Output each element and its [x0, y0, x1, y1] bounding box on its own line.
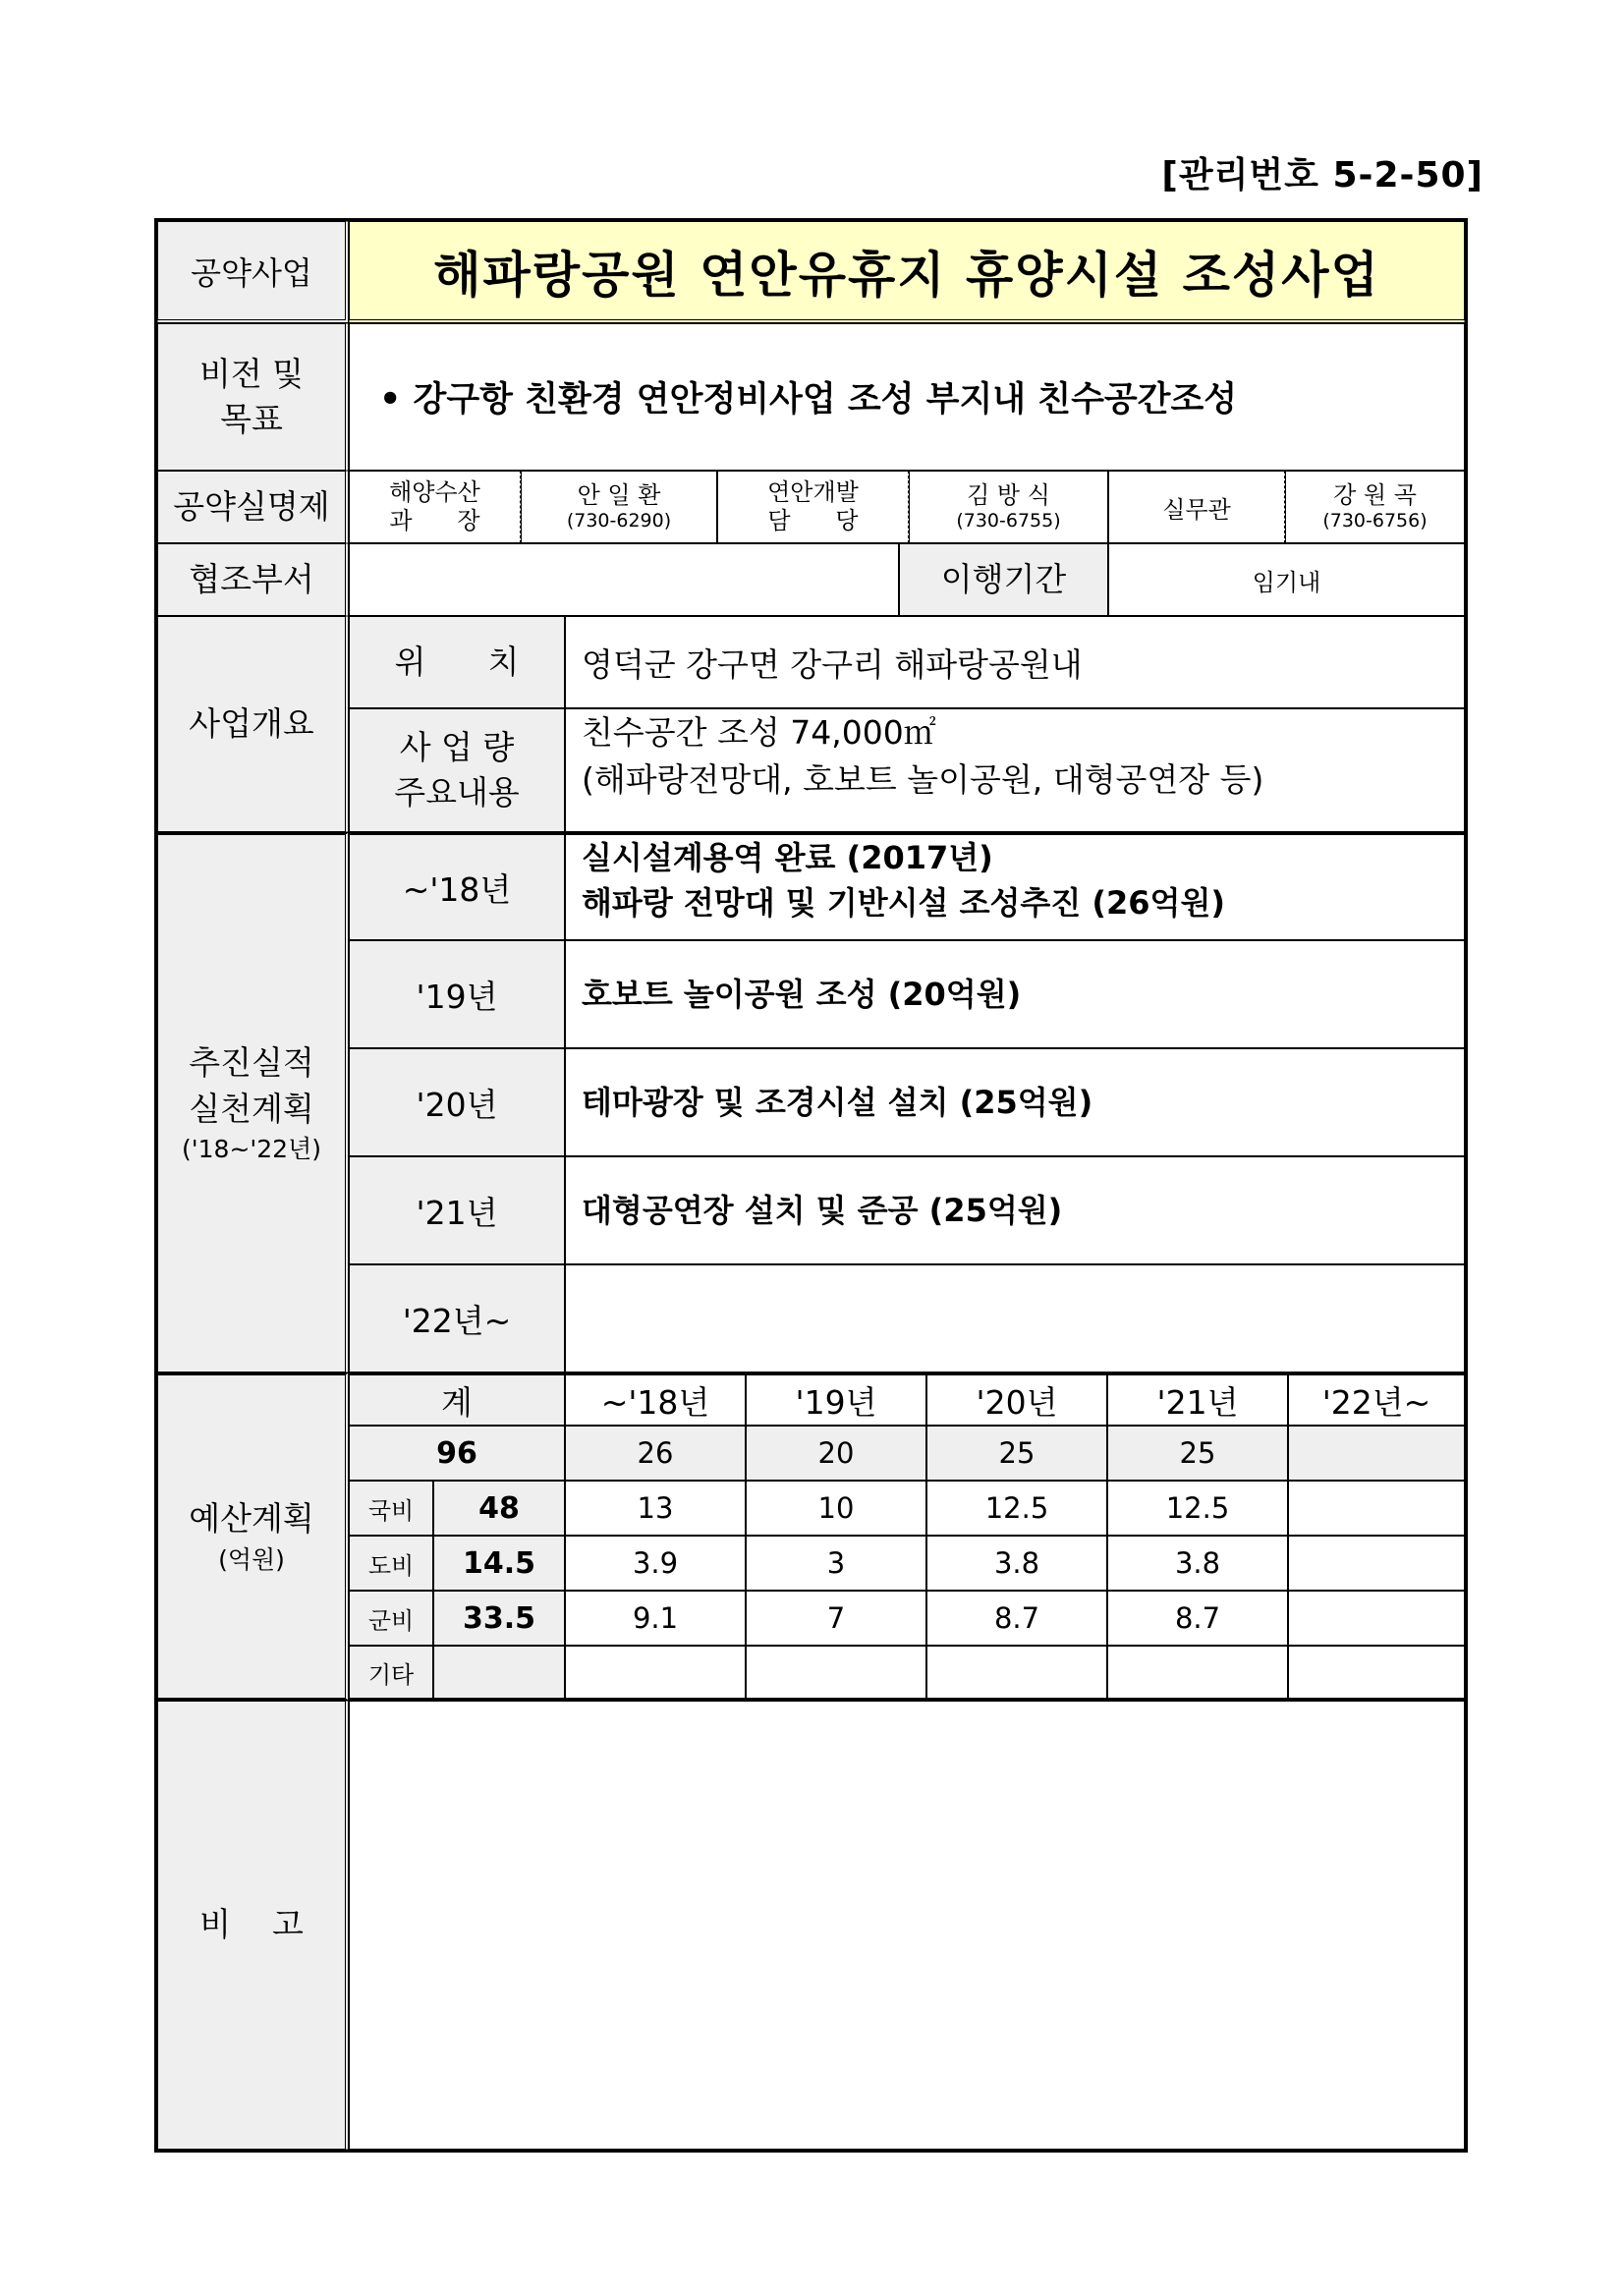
budget-cell: [1107, 1646, 1288, 1701]
owner-dept3: 실무관: [1108, 471, 1285, 543]
budget-cell: 13: [565, 1481, 746, 1536]
vision-bullet: • 강구항 친환경 연안정비사업 조성 부지내 친수공간조성: [349, 323, 1465, 471]
budget-cell: 12.5: [1107, 1481, 1288, 1536]
scope-value: [565, 708, 1465, 832]
budget-cell: 10: [746, 1481, 926, 1536]
budget-label: [157, 1372, 349, 1701]
budget-cell: 3: [746, 1536, 926, 1591]
budget-unit: (억원): [218, 1544, 285, 1574]
owner-name3: 강 원 곡: [1333, 481, 1417, 510]
budget-cell: 7: [746, 1591, 926, 1646]
owner-dept1: [349, 471, 521, 543]
budget-total-y18: 26: [565, 1426, 746, 1481]
owner-person1: [521, 471, 717, 543]
budget-row-name: 도비: [349, 1536, 433, 1591]
budget-total-y19: 20: [746, 1426, 926, 1481]
progress-label-line3: ('18~'22년): [182, 1134, 321, 1163]
vision-label-line1: 비전 및: [198, 354, 305, 393]
budget-cell: 12.5: [926, 1481, 1107, 1536]
owner-phone2: (730-6755): [956, 510, 1061, 532]
overview-label: 사업개요: [157, 616, 349, 832]
budget-row-name: 국비: [349, 1481, 433, 1536]
progress-plan-0-line1: 실시설계용역 완료 (2017년): [582, 839, 993, 876]
progress-year-4: '22년~: [349, 1264, 565, 1372]
location-label: 위 치: [349, 616, 565, 708]
budget-cell: 3.8: [1107, 1536, 1288, 1591]
progress-label-line2: 실천계획: [189, 1089, 314, 1128]
management-number: [관리번호 5-2-50]: [1161, 155, 1484, 196]
owner-dept2-line1: 연안개발: [767, 478, 859, 507]
progress-plan-0: [565, 832, 1465, 940]
progress-plan-1: 호보트 놀이공원 조성 (20억원): [565, 940, 1465, 1048]
budget-cell: [746, 1646, 926, 1701]
progress-year-0: ~'18년: [349, 832, 565, 940]
budget-header-y20: '20년: [926, 1372, 1107, 1426]
owner-phone1: (730-6290): [566, 510, 672, 532]
cooperation-label: 협조부서: [157, 543, 349, 616]
budget-cell: [926, 1646, 1107, 1701]
vision-label: [157, 323, 349, 471]
budget-cell: [565, 1646, 746, 1701]
budget-cell: [1288, 1591, 1465, 1646]
budget-label-text: 예산계획: [189, 1499, 314, 1539]
header-label: 공약사업: [157, 221, 349, 323]
progress-plan-2: 테마광장 및 조경시설 설치 (25억원): [565, 1048, 1465, 1156]
progress-plan-4: [565, 1264, 1465, 1372]
vision-label-line2: 목표: [220, 400, 283, 438]
scope-value-line1: 친수공간 조성 74,000㎡: [582, 713, 936, 752]
budget-row-name: 군비: [349, 1591, 433, 1646]
budget-row-sum: [433, 1646, 565, 1701]
owner-name1: 안 일 환: [577, 481, 661, 510]
progress-year-3: '21년: [349, 1156, 565, 1264]
pledge-table: [154, 218, 1468, 2153]
budget-total-y20: 25: [926, 1426, 1107, 1481]
budget-cell: [1288, 1481, 1465, 1536]
budget-total-sum: 96: [349, 1426, 565, 1481]
owner-name2: 김 방 식: [967, 481, 1050, 510]
remarks-value: [349, 1701, 1465, 2150]
budget-row-sum: 14.5: [433, 1536, 565, 1591]
budget-row-sum: 33.5: [433, 1591, 565, 1646]
progress-year-1: '19년: [349, 940, 565, 1048]
budget-header-sum: 계: [349, 1372, 565, 1426]
page-title: 해파랑공원 연안유휴지 휴양시설 조성사업: [349, 221, 1465, 323]
owner-dept1-line1: 해양수산: [389, 478, 480, 507]
owner-person2: [909, 471, 1108, 543]
budget-row-sum: 48: [433, 1481, 565, 1536]
period-value: 임기내: [1108, 543, 1465, 616]
scope-value-line2: (해파랑전망대, 호보트 놀이공원, 대형공연장 등): [582, 759, 1264, 799]
budget-total-y22: [1288, 1426, 1465, 1481]
owner-dept2: [717, 471, 909, 543]
budget-row-name: 기타: [349, 1646, 433, 1701]
owner-dept2-line2: 담 당: [767, 507, 859, 534]
budget-cell: 3.8: [926, 1536, 1107, 1591]
owner-label: 공약실명제: [157, 471, 349, 543]
budget-cell: 8.7: [1107, 1591, 1288, 1646]
scope-label-line1: 사 업 량: [399, 727, 515, 766]
period-label: 이행기간: [899, 543, 1108, 616]
owner-dept1-line2: 과 장: [389, 507, 480, 534]
progress-plan-0-line2: 해파랑 전망대 및 기반시설 조성추진 (26억원): [582, 884, 1225, 923]
location-value: 영덕군 강구면 강구리 해파랑공원내: [565, 616, 1465, 708]
budget-cell: 8.7: [926, 1591, 1107, 1646]
owner-phone3: (730-6756): [1322, 510, 1428, 532]
owner-person3: [1285, 471, 1465, 543]
budget-cell: 9.1: [565, 1591, 746, 1646]
budget-header-y22: '22년~: [1288, 1372, 1465, 1426]
progress-label-line1: 추진실적: [189, 1043, 314, 1083]
progress-label: [157, 832, 349, 1372]
budget-header-y19: '19년: [746, 1372, 926, 1426]
cooperation-value: [349, 543, 899, 616]
budget-total-y21: 25: [1107, 1426, 1288, 1481]
scope-label: [349, 708, 565, 832]
remarks-label: 비 고: [157, 1701, 349, 2150]
progress-year-2: '20년: [349, 1048, 565, 1156]
budget-cell: 3.9: [565, 1536, 746, 1591]
budget-cell: [1288, 1646, 1465, 1701]
scope-label-line2: 주요내용: [394, 773, 520, 812]
progress-plan-3: 대형공연장 설치 및 준공 (25억원): [565, 1156, 1465, 1264]
budget-cell: [1288, 1536, 1465, 1591]
budget-header-y18: ~'18년: [565, 1372, 746, 1426]
budget-header-y21: '21년: [1107, 1372, 1288, 1426]
